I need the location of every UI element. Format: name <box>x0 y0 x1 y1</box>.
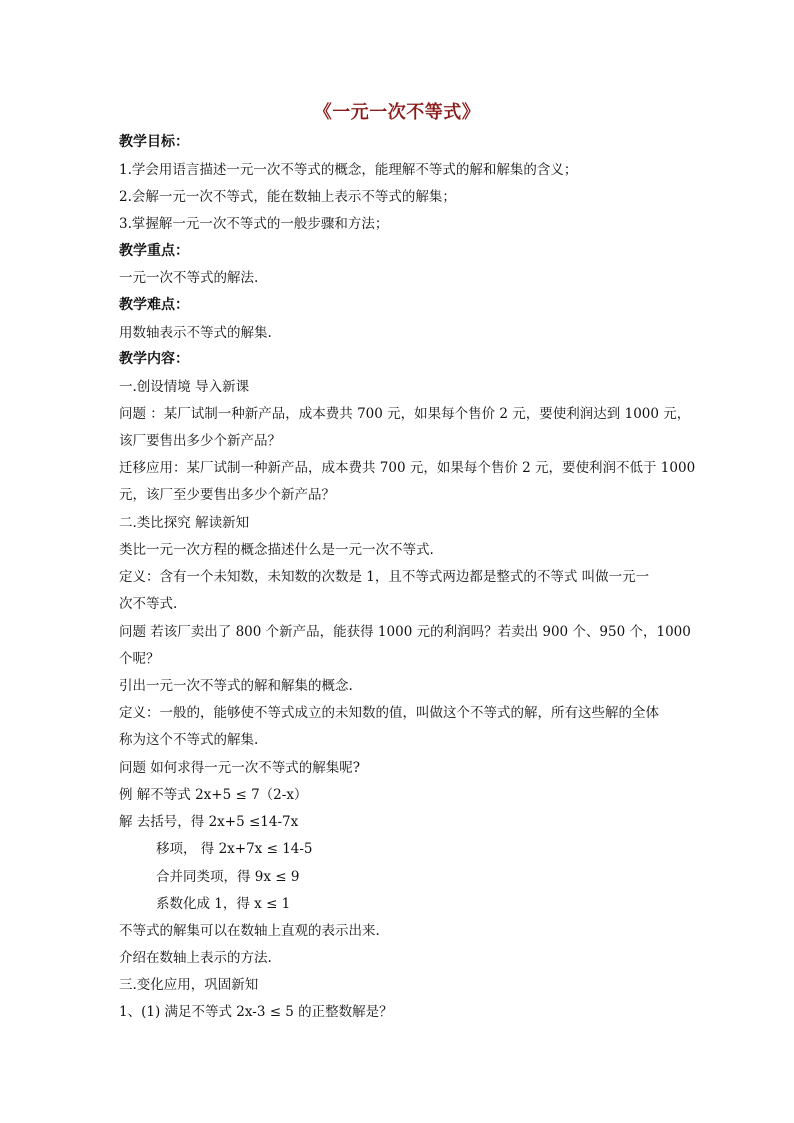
question-line-2: 个呢？ <box>119 651 160 667</box>
section-2-heading: 二.类比探究 解读新知 <box>119 515 250 531</box>
document-title: 《一元一次不等式》 <box>313 102 481 123</box>
solution-step-1: 解 去括号，得 2x+5 ≤14-7x <box>119 814 299 830</box>
section-1-heading: 一.创设情境 导入新课 <box>119 379 250 395</box>
transfer-line-1: 迁移应用：某厂试制一种新产品，成本费共 700 元，如果每个售价 2 元，要使利润不低于 1000 <box>119 460 696 476</box>
definition-2-line-1: 定义：一般的，能够使不等式成立的未知数的值，叫做这个不等式的解，所有这些解的全体 <box>119 705 659 721</box>
heading-objectives: 教学目标： <box>119 134 189 150</box>
question-how-to-solve: 问题 如何求得一元一次不等式的解集呢? <box>119 760 361 776</box>
transfer-line-2: 元，该厂至少要售出多少个新产品？ <box>119 487 335 503</box>
solution-step-4: 系数化成 1，得 x ≤ 1 <box>156 896 291 912</box>
question-line-1: 问题 若该厂卖出了 800 个新产品，能获得 1000 元的利润吗？若卖出 900 个、950 个，1000 <box>119 624 691 640</box>
definition-1-line-1: 定义：含有一个未知数，未知数的次数是 1，且不等式两边都是整式的不等式 叫做一元一 <box>119 569 650 585</box>
solution-step-2: 移项， 得 2x+7x ≤ 14-5 <box>156 841 313 857</box>
difficulty-text: 用数轴表示不等式的解集. <box>119 325 272 341</box>
concept-intro: 引出一元一次不等式的解和解集的概念. <box>119 678 353 694</box>
heading-content: 教学内容： <box>119 351 189 367</box>
example-problem: 例 解不等式 2x+5 ≤ 7（2-x） <box>119 787 308 803</box>
heading-difficulties: 教学难点： <box>119 297 189 313</box>
key-point-text: 一元一次不等式的解法. <box>119 270 259 286</box>
analogy-text: 类比一元一次方程的概念描述什么是一元一次不等式. <box>119 542 434 558</box>
objective-1: 1.学会用语言描述一元一次不等式的概念，能理解不等式的解和解集的含义； <box>119 162 578 178</box>
solution-step-3: 合并同类项，得 9x ≤ 9 <box>156 869 300 885</box>
exercise-1: 1、(1) 满足不等式 2x-3 ≤ 5 的正整数解是？ <box>119 1004 393 1020</box>
heading-key-points: 教学重点： <box>119 243 189 259</box>
objective-3: 3.掌握解一元一次不等式的一般步骤和方法； <box>119 216 389 232</box>
definition-1-line-2: 次不等式. <box>119 596 178 612</box>
number-line-note: 不等式的解集可以在数轴上直观的表示出来. <box>119 923 380 939</box>
section-3-heading: 三.变化应用，巩固新知 <box>119 977 259 993</box>
number-line-intro: 介绍在数轴上表示的方法. <box>119 950 272 966</box>
problem-line-2: 该厂要售出多少个新产品？ <box>119 433 281 449</box>
problem-line-1: 问题 ：某厂试制一种新产品，成本费共 700 元，如果每个售价 2 元，要使利润达到 1000 元， <box>119 406 691 422</box>
definition-2-line-2: 称为这个不等式的解集. <box>119 732 259 748</box>
objective-2: 2.会解一元一次不等式，能在数轴上表示不等式的解集； <box>119 189 456 205</box>
